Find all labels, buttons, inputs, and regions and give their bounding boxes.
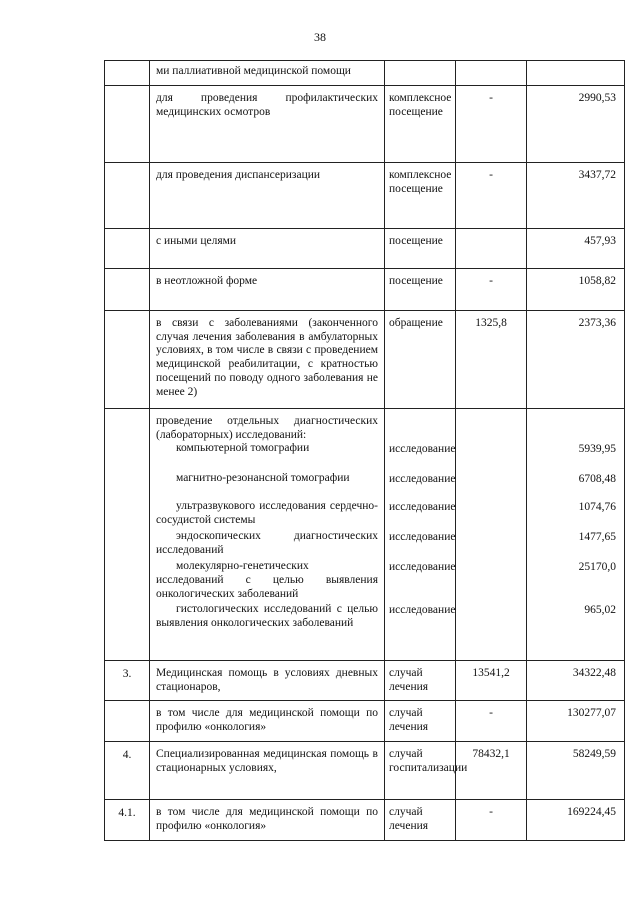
row-description: ми паллиативной медицинской помощи <box>150 61 385 86</box>
row-number <box>105 85 150 162</box>
sub-value: 1074,76 <box>578 500 616 513</box>
sub-unit: исследование <box>389 472 456 485</box>
row-value-1: 1325,8 <box>456 310 527 408</box>
row-value-1: - <box>456 268 527 310</box>
table-row <box>105 310 625 408</box>
row-value-2: 2373,36 <box>527 310 625 408</box>
row-description: с иными целями <box>150 228 385 268</box>
sub-description: молекулярно-генетических исследований с целью выявления онкологических заболеваний <box>156 560 378 600</box>
row-description: Медицинская помощь в условиях дневных стационаров, <box>150 660 385 701</box>
row-description: для проведения диспансеризации <box>150 162 385 228</box>
table-row <box>105 799 625 840</box>
row-unit: посещение <box>385 228 456 268</box>
row-unit: обращение <box>385 310 456 408</box>
row-description: в том числе для медицинской помощи по профилю «онкология» <box>150 701 385 742</box>
row-number: 3. <box>105 660 150 701</box>
row-unit: случай лечения <box>385 799 456 840</box>
row-value-1: - <box>456 701 527 742</box>
row-value-2 <box>527 61 625 86</box>
tariff-table <box>104 60 625 841</box>
row-description: в связи с заболеваниями (законченного случая лечения заболевания в амбулаторных условиях, в том числе в связи с проведением медицинской реабилитации, с кратностью посещений по поводу одного заболевания не менее 2) <box>150 310 385 408</box>
row-number <box>105 310 150 408</box>
row-unit: случай госпитализации <box>385 741 456 799</box>
row-value-1: 13541,2 <box>456 660 527 701</box>
row-value-1 <box>456 61 527 86</box>
row-value-2 <box>527 408 625 660</box>
row-unit: посещение <box>385 268 456 310</box>
table-row <box>105 61 625 86</box>
sub-description: ультразвукового исследования сердечно-сосудистой системы <box>156 500 378 527</box>
table-row <box>105 741 625 799</box>
table-row <box>105 408 625 660</box>
table-row <box>105 660 625 701</box>
row-value-1 <box>456 408 527 660</box>
row-value-2: 3437,72 <box>527 162 625 228</box>
table-row <box>105 701 625 742</box>
row-number <box>105 162 150 228</box>
sub-unit: исследование <box>389 442 456 455</box>
row-value-2: 130277,07 <box>527 701 625 742</box>
sub-unit: исследование <box>389 530 456 543</box>
sub-description: компьютерной томографии <box>176 442 310 455</box>
sub-value: 965,02 <box>584 603 616 616</box>
sub-value: 6708,48 <box>578 472 616 485</box>
row-number: 4.1. <box>105 799 150 840</box>
table-row <box>105 162 625 228</box>
row-number <box>105 701 150 742</box>
row-unit: случай лечения <box>385 660 456 701</box>
sub-description: магнитно-резонансной томографии <box>176 472 350 485</box>
sub-value: 25170,0 <box>578 560 616 573</box>
row-description: Специализированная медицинская помощь в стационарных условиях, <box>150 741 385 799</box>
row-description: в том числе для медицинской помощи по профилю «онкология» <box>150 799 385 840</box>
row-number <box>105 228 150 268</box>
row-unit: случай лечения <box>385 701 456 742</box>
table-row <box>105 85 625 162</box>
page-number: 38 <box>314 30 326 44</box>
row-number <box>105 61 150 86</box>
row-value-1: - <box>456 799 527 840</box>
row-value-2: 457,93 <box>527 228 625 268</box>
table-row <box>105 228 625 268</box>
sub-unit: исследование <box>389 560 456 573</box>
row-value-2: 2990,53 <box>527 85 625 162</box>
sub-unit: исследование <box>389 603 456 616</box>
row-unit <box>385 61 456 86</box>
row-value-2: 34322,48 <box>527 660 625 701</box>
sub-description: гистологических исследований с целью выявления онкологических заболеваний <box>156 603 378 630</box>
sub-value: 1477,65 <box>578 530 616 543</box>
sub-unit: исследование <box>389 500 456 513</box>
row-value-1 <box>456 228 527 268</box>
sub-value: 5939,95 <box>578 442 616 455</box>
row-number <box>105 408 150 660</box>
row-value-1: 78432,1 <box>456 741 527 799</box>
row-description: в неотложной форме <box>150 268 385 310</box>
sub-description: эндоскопических диагностических исследований <box>156 530 378 557</box>
row-value-2: 58249,59 <box>527 741 625 799</box>
row-number <box>105 268 150 310</box>
row-unit: комплексное посещение <box>385 85 456 162</box>
table-row <box>105 268 625 310</box>
row-number: 4. <box>105 741 150 799</box>
row-value-1: - <box>456 162 527 228</box>
row-value-2: 1058,82 <box>527 268 625 310</box>
row-value-2: 169224,45 <box>527 799 625 840</box>
row-unit: комплексное посещение <box>385 162 456 228</box>
diagnostics-heading: проведение отдельных диагностических (лабораторных) исследований: <box>156 414 378 441</box>
row-value-1: - <box>456 85 527 162</box>
row-description: для проведения профилактических медицинских осмотров <box>150 85 385 162</box>
row-unit <box>385 408 456 660</box>
row-description <box>150 408 385 660</box>
